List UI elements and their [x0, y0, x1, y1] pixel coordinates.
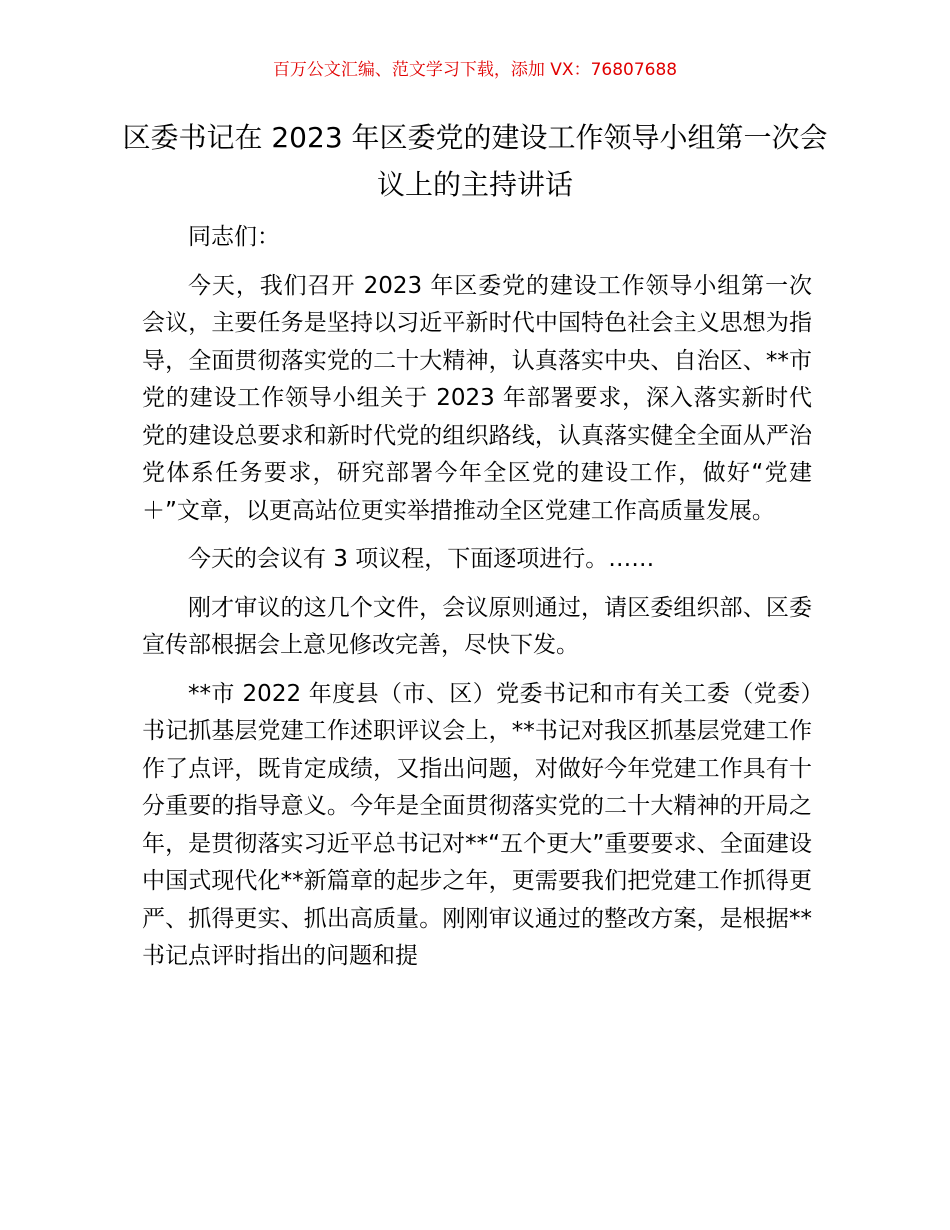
paragraph: 刚才审议的这几个文件，会议原则通过，请区委组织部、区委宣传部根据会上意见修改完善，尽快下发。 — [142, 594, 812, 658]
document-body — [142, 219, 812, 987]
salutation: 同志们： — [188, 224, 280, 250]
document-title: 区委书记在 2023 年区委党的建设工作领导小组第一次会议上的主持讲话 — [122, 121, 828, 201]
paragraph: 今天的会议有 3 项议程，下面逐项进行。…… — [188, 546, 655, 572]
paragraph: 今天，我们召开 2023 年区委党的建设工作领导小组第一次会议，主要任务是坚持以习近平新时代中国特色社会主义思想为指导，全面贯彻落实党的二十大精神，认真落实中央、自治区、**市党的建设工作领导小组关于 2023 年部署要求，深入落实新时代党的建设总要求和新时代党的组织路线，认真落实健全全面从严治党体系任务要求，研究部署今年全区党的建设工作，做好“党建＋”文章，以更高站位更实举措推动全区党建工作高质量发展。 — [142, 272, 812, 524]
header-note: 百万公文汇编、范文学习下载，添加 VX：76807688 — [272, 60, 678, 80]
paragraph: **市 2022 年度县（市、区）党委书记和市有关工委（党委）书记抓基层党建工作述职评议会上，**书记对我区抓基层党建工作作了点评，既肯定成绩，又指出问题，对做好今年党建工作具有十分重要的指导意义。今年是全面贯彻落实党的二十大精神的开局之年，是贯彻落实习近平总书记对**“五个更大”重要要求、全面建设中国式现代化**新篇章的起步之年，更需要我们把党建工作抓得更严、抓得更实、抓出高质量。刚刚审议通过的整改方案，是根据**书记点评时指出的问题和提 — [142, 680, 812, 969]
